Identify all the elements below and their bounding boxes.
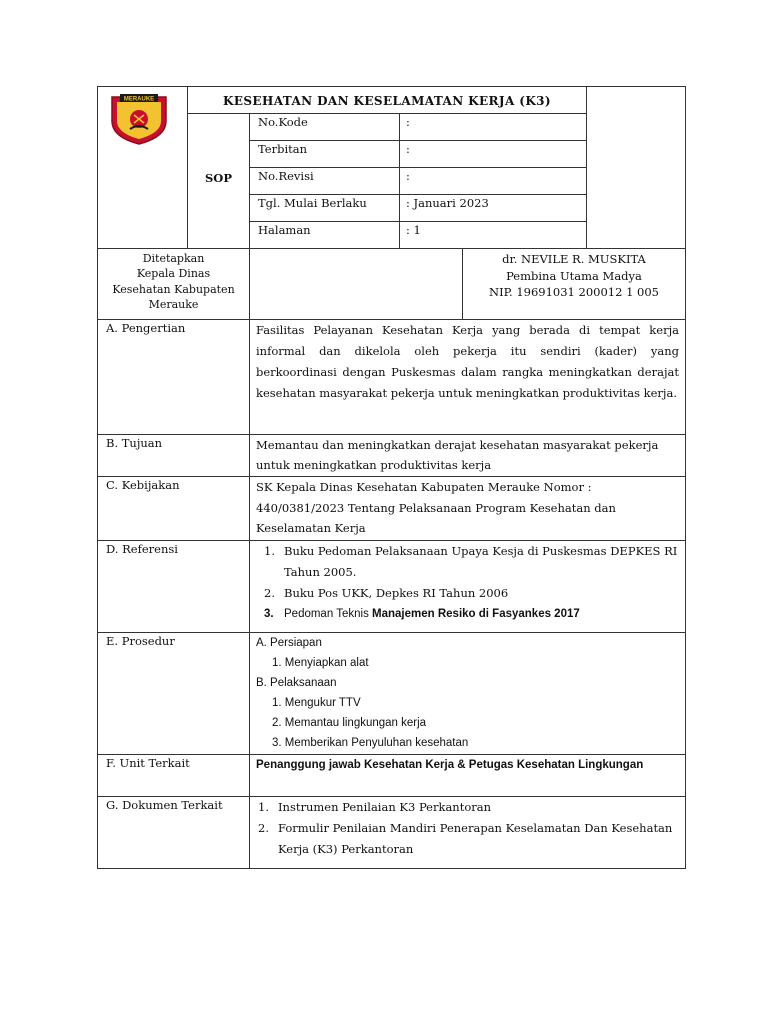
signatory-nip: NIP. 19691031 200012 1 005	[489, 285, 659, 300]
list-text: Pedoman Teknis	[284, 608, 373, 620]
list-number: 2.	[264, 586, 275, 600]
list-number: 1.	[258, 800, 269, 814]
procedure-step: 2. Memantau lingkungan kerja	[272, 717, 427, 729]
approval-right	[462, 248, 686, 319]
signature-cell	[249, 248, 462, 319]
approval-left-line: Merauke	[148, 298, 199, 312]
list-item	[256, 818, 679, 860]
list-text-bold: Manajemen Resiko di Fasyankes 2017	[372, 608, 580, 620]
section-content	[249, 540, 686, 632]
approval-left-line: Kepala Dinas	[136, 267, 211, 281]
list-text: Buku Pos UKK, Depkes RI Tahun 2006	[284, 586, 509, 600]
section-content: SK Kepala Dinas Kesehatan Kabupaten Merauke Nomor : 440/0381/2023 Tentang Pelaksanaan Program Kesehatan dan Keselamatan Kerja	[249, 476, 686, 540]
header-right-cell	[586, 86, 686, 248]
sop-label: SOP	[187, 114, 249, 248]
field-value: :	[399, 141, 586, 168]
section-label: C. Kebijakan	[97, 476, 249, 540]
procedure-heading: B. Pelaksanaan	[256, 677, 337, 689]
field-value: :	[399, 114, 586, 141]
field-value: : 1	[399, 222, 586, 248]
procedure-step: 3. Memberikan Penyuluhan kesehatan	[272, 737, 469, 749]
field-value: : Januari 2023	[399, 195, 586, 222]
section-label: A. Pengertian	[97, 319, 249, 434]
approval-left	[97, 248, 249, 319]
signatory-name: dr. NEVILE R. MUSKITA	[502, 252, 646, 266]
procedure-step: 1. Mengukur TTV	[272, 697, 361, 709]
approval-left-line: Ditetapkan	[142, 252, 205, 265]
section-content: Fasilitas Pelayanan Kesehatan Kerja yang berada di tempat kerja informal dan dikelola oleh pekerja itu sendiri (kader) yang berkoordinasi dengan Puskesmas dalam rangka meningkatkan derajat kesehatan masyarakat pekerja untuk meningkatkan produktivitas kerja.	[249, 319, 686, 434]
field-value: :	[399, 168, 586, 195]
section-content	[249, 632, 686, 754]
section-label: D. Referensi	[97, 540, 249, 632]
section-content	[249, 796, 686, 869]
list-number: 1.	[264, 544, 275, 558]
list-text: Buku Pedoman Pelaksanaan Upaya Kesja di Puskesmas DEPKES RI Tahun 2005.	[284, 544, 678, 579]
field-label: No.Kode	[249, 114, 399, 141]
list-number: 2.	[258, 821, 269, 835]
field-label: Tgl. Mulai Berlaku	[249, 195, 399, 222]
section-label: G. Dokumen Terkait	[97, 796, 249, 869]
list-item	[256, 604, 679, 625]
approval-left-line: Kesehatan Kabupaten	[112, 282, 235, 296]
field-label: Halaman	[249, 222, 399, 248]
svg-text:MERAUKE: MERAUKE	[123, 96, 155, 103]
list-text: Instrumen Penilaian K3 Perkantoran	[278, 800, 492, 814]
list-text: Formulir Penilaian Mandiri Penerapan Keselamatan Dan Kesehatan Kerja (K3) Perkantoran	[278, 821, 673, 856]
list-item	[256, 583, 679, 604]
procedure-step: 1. Menyiapkan alat	[272, 657, 369, 669]
list-item	[256, 541, 679, 583]
section-content: Memantau dan meningkatkan derajat kesehatan masyarakat pekerja untuk meningkatkan produktivitas kerja	[249, 434, 686, 476]
document-title: KESEHATAN DAN KESELAMATAN KERJA (K3)	[187, 86, 586, 114]
section-label: F. Unit Terkait	[97, 754, 249, 796]
logo-cell	[97, 86, 187, 248]
list-item	[256, 797, 679, 818]
list-number: 3.	[264, 608, 274, 620]
procedure-heading: A. Persiapan	[256, 637, 322, 649]
signatory-rank: Pembina Utama Madya	[506, 268, 642, 283]
merauke-emblem-logo	[108, 91, 170, 145]
field-label: No.Revisi	[249, 168, 399, 195]
section-label: E. Prosedur	[97, 632, 249, 754]
field-label: Terbitan	[249, 141, 399, 168]
section-content: Penanggung jawab Kesehatan Kerja & Petugas Kesehatan Lingkungan	[249, 754, 686, 796]
section-label: B. Tujuan	[97, 434, 249, 476]
